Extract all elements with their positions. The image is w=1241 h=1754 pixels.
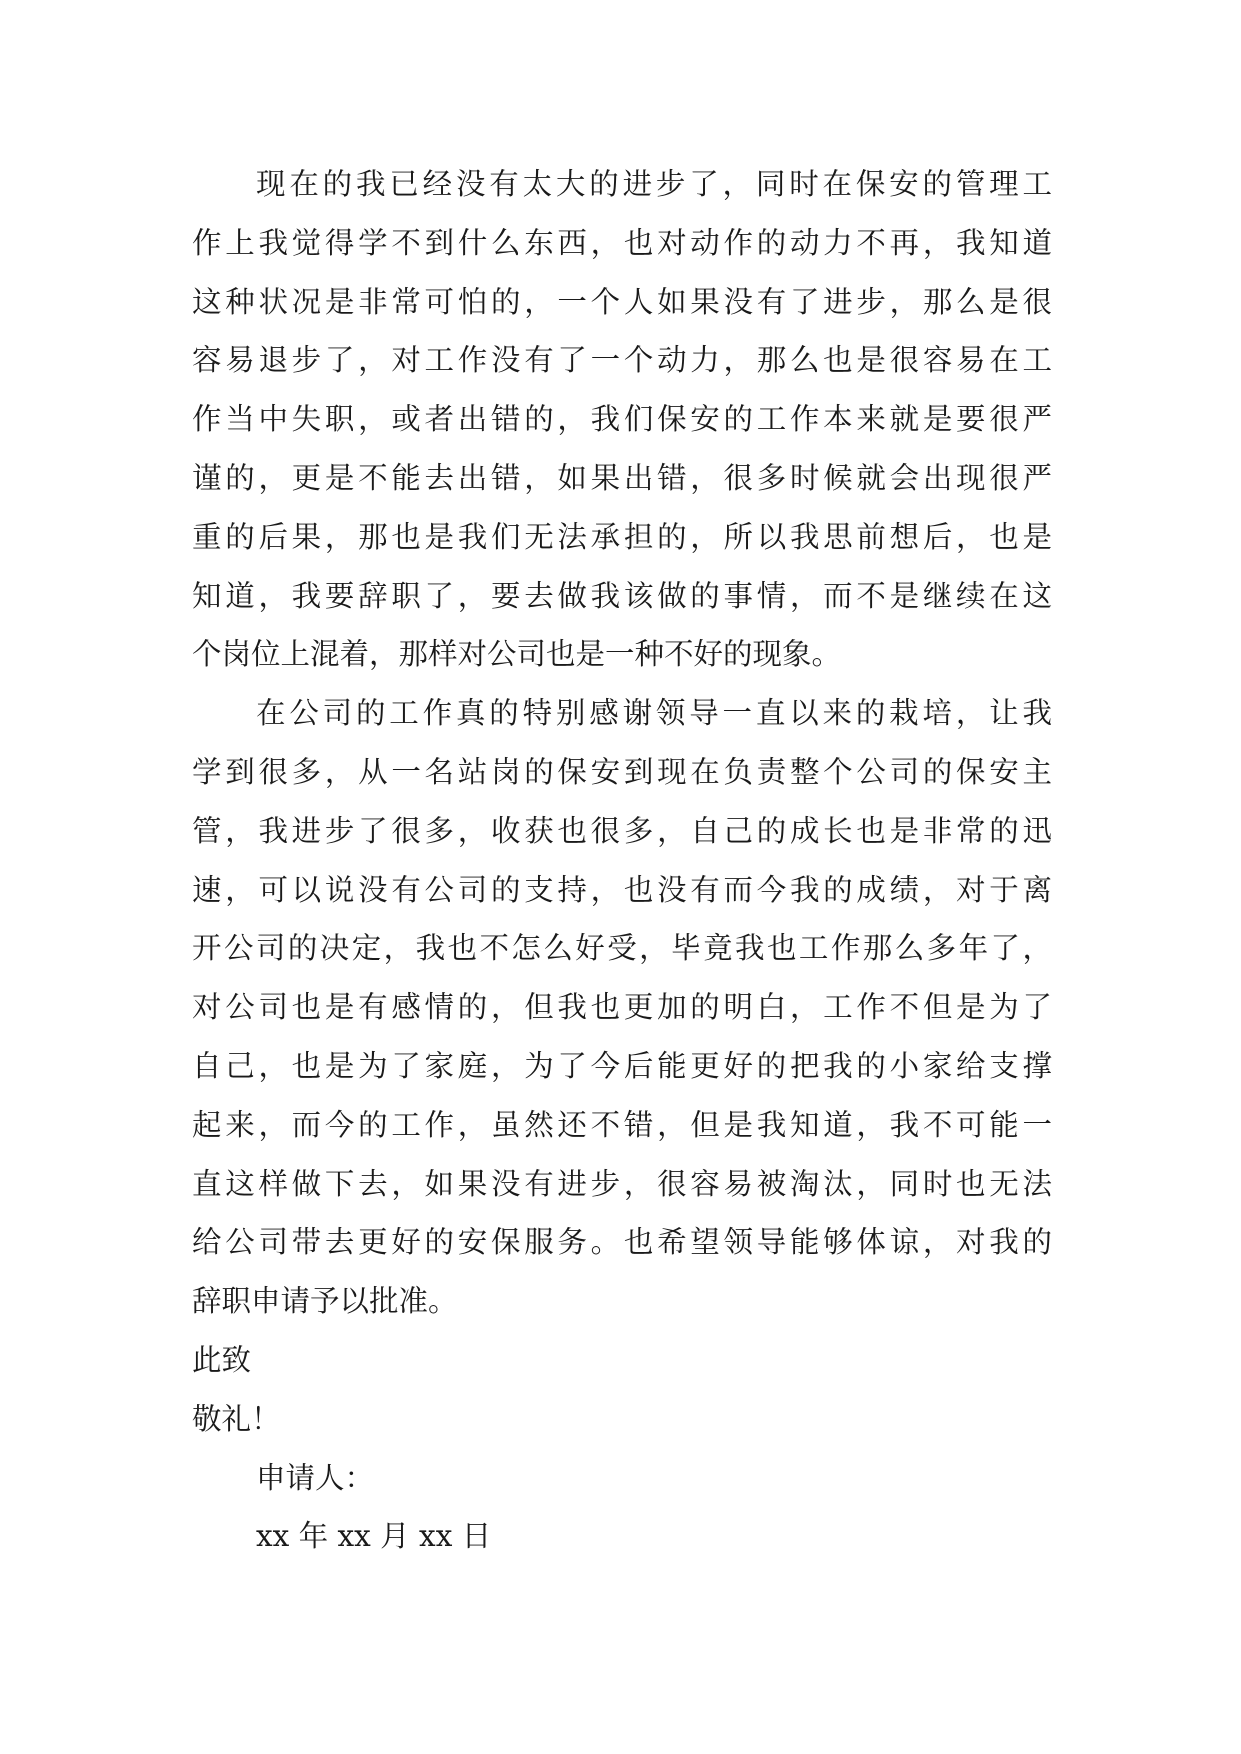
paragraph-line: 容易退步了，对工作没有了一个动力，那么也是很容易在工 [192,343,1052,378]
paragraph-line: 学到很多，从一名站岗的保安到现在负责整个公司的保安主 [192,754,1052,789]
paragraph-line: 作当中失职，或者出错的，我们保安的工作本来就是要很严 [192,402,1052,437]
paragraph-line: 自己，也是为了家庭，为了今后能更好的把我的小家给支撑 [192,1048,1052,1083]
paragraph-line: 个岗位上混着，那样对公司也是一种不好的现象。 [192,637,842,672]
signature-date: xx 年 xx 月 xx 日 [256,1519,492,1554]
applicant-label: 申请人： [256,1460,375,1495]
paragraph-2 [192,684,1052,1331]
closing-salutation-2: 敬礼！ [192,1401,281,1436]
paragraph-line: 速，可以说没有公司的支持，也没有而今我的成绩，对于离 [192,872,1052,907]
paragraph-line: 开公司的决定，我也不怎么好受，毕竟我也工作那么多年了， [192,931,1052,966]
letter-body [192,155,1052,1566]
closing-salutation-1: 此致 [192,1342,252,1377]
paragraph-line: 辞职申请予以批准。 [192,1284,458,1319]
paragraph-line: 知道，我要辞职了，要去做我该做的事情，而不是继续在这 [192,578,1052,613]
paragraph-line: 这种状况是非常可怕的，一个人如果没有了进步，那么是很 [192,284,1052,319]
paragraph-line: 管，我进步了很多，收获也很多，自己的成长也是非常的迅 [192,813,1052,848]
paragraph-line: 起来，而今的工作，虽然还不错，但是我知道，我不可能一 [192,1107,1052,1142]
paragraph-line: 谨的，更是不能去出错，如果出错，很多时候就会出现很严 [192,460,1052,495]
paragraph-line: 直这样做下去，如果没有进步，很容易被淘汰，同时也无法 [192,1166,1052,1201]
paragraph-line: 作上我觉得学不到什么东西，也对动作的动力不再，我知道 [192,225,1052,260]
paragraph-line: 现在的我已经没有太大的进步了，同时在保安的管理工 [256,167,1052,201]
paragraph-line: 重的后果，那也是我们无法承担的，所以我思前想后，也是 [192,519,1052,554]
paragraph-1 [192,155,1052,684]
paragraph-line: 给公司带去更好的安保服务。也希望领导能够体谅，对我的 [192,1225,1052,1260]
paragraph-line: 在公司的工作真的特别感谢领导一直以来的栽培，让我 [256,696,1052,731]
paragraph-line: 对公司也是有感情的，但我也更加的明白，工作不但是为了 [192,990,1052,1025]
